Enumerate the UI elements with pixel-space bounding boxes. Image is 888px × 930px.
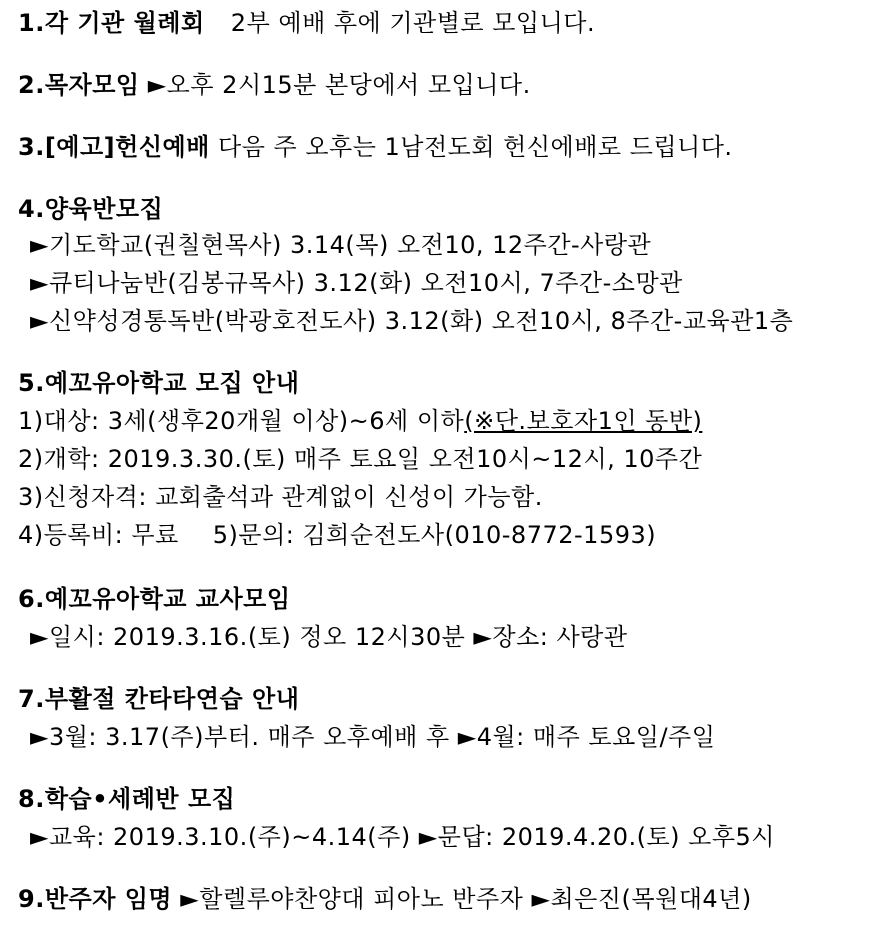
list-item: ►기도학교(권칠현목사) 3.14(목) 오전10, 12주간-사랑관: [30, 231, 652, 259]
item-number: 4.: [18, 195, 45, 223]
item-number: 6.: [18, 585, 45, 613]
announcement-1: [18, 8, 595, 38]
list-item: ►신약성경통독반(박광호전도사) 3.12(화) 오전10시, 8주간-교육관1층: [30, 307, 794, 335]
list-item: ►일시: 2019.3.16.(토) 정오 12시30분 ►장소: 사랑관: [30, 623, 628, 651]
item-title: 예꼬유아학교 모집 안내: [44, 369, 300, 397]
announcement-4-heading: [18, 194, 163, 224]
list-item: ►3월: 3.17(주)부터. 매주 오후예배 후 ►4월: 매주 토요일/주일: [30, 723, 716, 751]
announcement-9: [18, 884, 752, 914]
item-text: ►오후 2시15분 본당에서 모입니다.: [147, 71, 531, 99]
item-number: 2.: [18, 71, 45, 99]
item-number: 5.: [18, 369, 45, 397]
item-text: 다음 주 오후는 1남전도회 헌신에배로 드립니다.: [218, 133, 733, 161]
item-title: 각 기관 월례회: [44, 9, 205, 37]
opening-line: 2)개학: 2019.3.30.(토) 매주 토요일 오전10시~12시, 10주간: [18, 445, 703, 473]
item-title: 반주자 임명: [44, 885, 173, 913]
item-text: 2부 예배 후에 기관별로 모입니다.: [230, 9, 596, 37]
announcement-7-heading: [18, 684, 299, 714]
item-number: 9.: [18, 885, 45, 913]
announcement-8-heading: [18, 784, 235, 814]
announcement-3: [18, 132, 733, 162]
announcement-6-heading: [18, 584, 291, 614]
item-number: 3.: [18, 133, 45, 161]
item-number: 1.: [18, 9, 45, 37]
item-title: [예고]헌신예배: [44, 133, 210, 161]
item-title: 예꼬유아학교 교사모임: [44, 585, 291, 613]
fee-text: 4)등록비: 무료: [18, 521, 179, 549]
announcement-2: [18, 70, 531, 100]
eligibility-line: 3)신청자격: 교회출석과 관계없이 신성이 가능함.: [18, 483, 543, 511]
item-title: 학습•세례반 모집: [44, 785, 236, 813]
item-number: 8.: [18, 785, 45, 813]
list-item: ►큐티나눔반(김봉규목사) 3.12(화) 오전10시, 7주간-소망관: [30, 269, 683, 297]
announcement-5-heading: [18, 368, 299, 398]
target-note: (※단.보호자1인 동반): [464, 407, 703, 435]
list-item: ►교육: 2019.3.10.(주)~4.14(주) ►문답: 2019.4.20.(토) 오후5시: [30, 823, 775, 851]
item-title: 부활절 칸타타연습 안내: [44, 685, 300, 713]
item-text: ►할렐루야찬양대 피아노 반주자 ►최은진(목원대4년): [180, 885, 752, 913]
target-text: 1)대상: 3세(생후20개월 이상)~6세 이하: [18, 407, 465, 435]
contact-text: 5)문의: 김희순전도사(010-8772-1593): [212, 521, 657, 549]
item-title: 목자모임: [44, 71, 140, 99]
item-title: 양육반모집: [44, 195, 164, 223]
item-number: 7.: [18, 685, 45, 713]
target-line: [18, 406, 702, 436]
fee-contact-line: [18, 520, 656, 550]
